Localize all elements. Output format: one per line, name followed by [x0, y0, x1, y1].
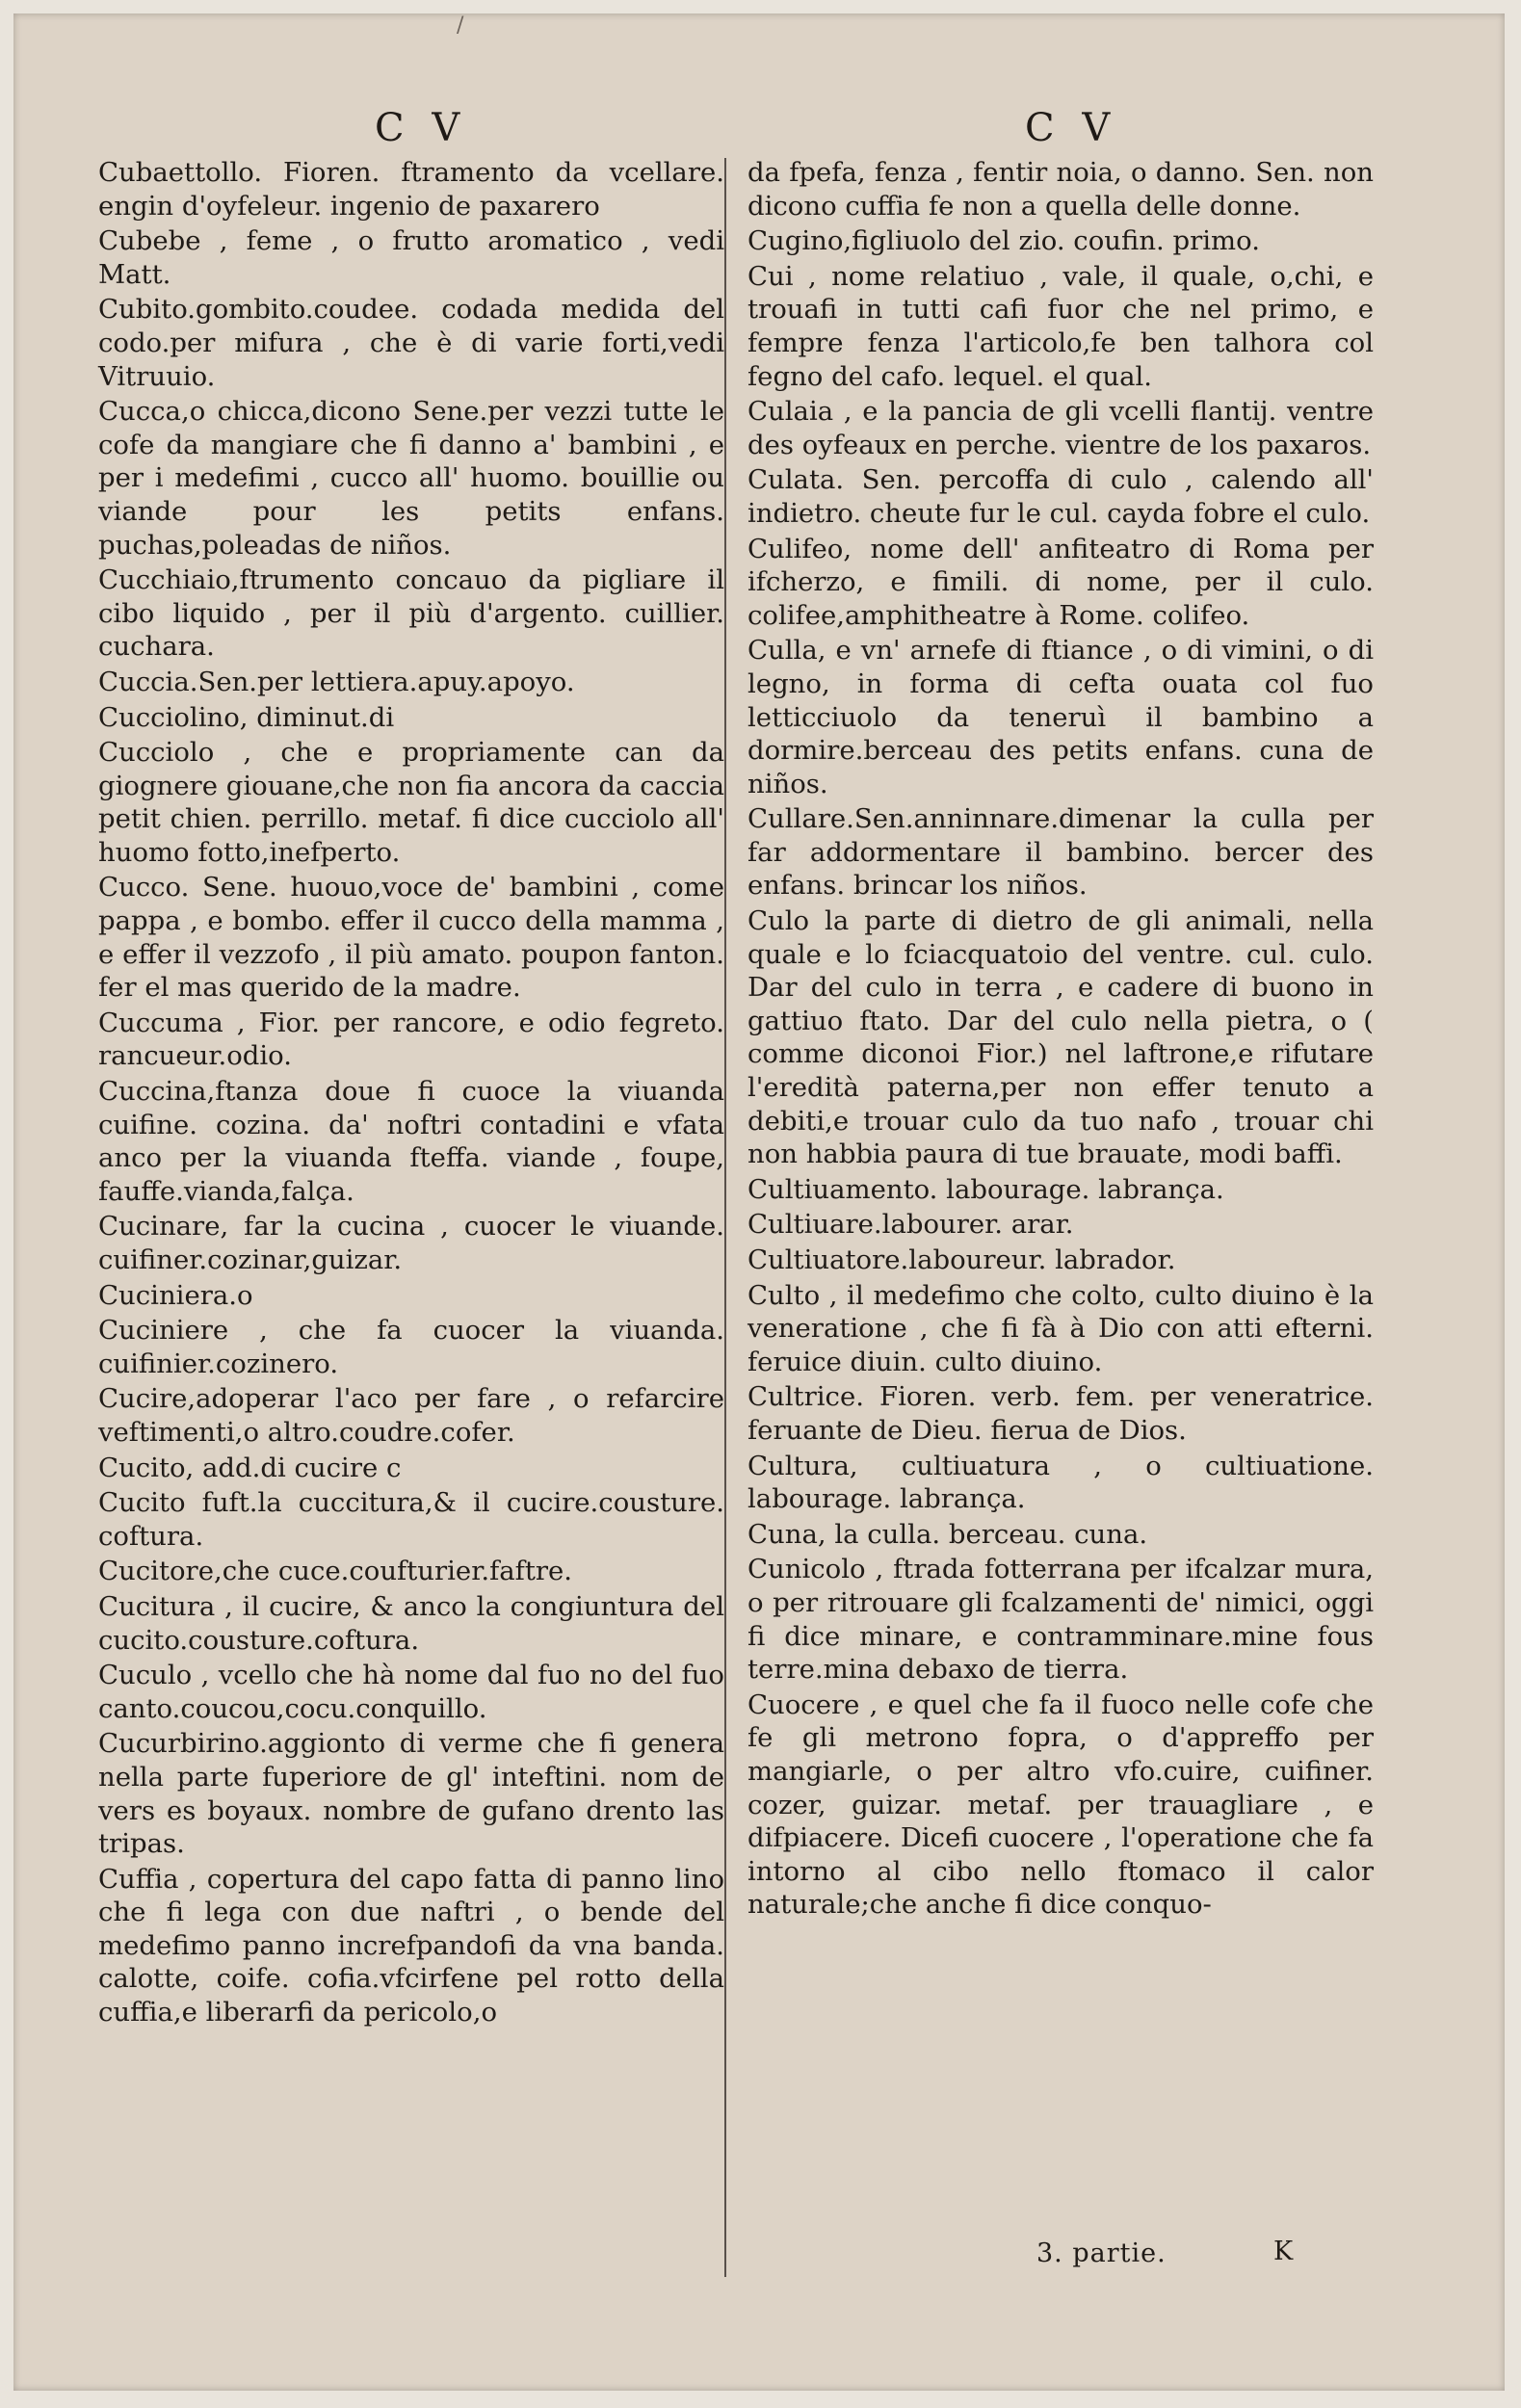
dictionary-entry: Culo la parte di dietro de gli animali, nella quale e lo fciacquatoio del ventre. cul. culo. Dar del culo in terra , e cadere di buono in gattiuo ftato. Dar del culo nella pietra, o ( comme diconoi Fior.) nel laftrone,e rifutare l'eredità paterna,per non effer tenuto a debiti,e trouar culo da tuo nafo , trouar chi non habbia paura di tue brauate, modi baffi.: [747, 905, 1374, 1170]
signature-mark: 3. partie.: [1036, 2238, 1167, 2268]
dictionary-entry: Cucciolino, diminut.di: [98, 701, 395, 733]
dictionary-entry: Cubebe , feme , o frutto aromatico , vedi Matt.: [98, 225, 724, 290]
dictionary-entry: Cuciniera.o: [98, 1279, 253, 1311]
dictionary-entry: da fpefa, fenza , fentir noia, o danno. Sen. non dicono cuffia fe non a quella delle donne.: [747, 157, 1374, 222]
dictionary-entry: Cuna, la culla. berceau. cuna.: [747, 1518, 1148, 1550]
left-running-head: C V: [375, 106, 468, 150]
column-divider: [724, 158, 726, 2277]
dictionary-entry: Cubito.gombito.coudee. codada medida del codo.per mifura , che è di varie forti,vedi Vitruuio.: [98, 294, 724, 392]
dictionary-entry: Cucito, add.di cucire c: [98, 1452, 402, 1483]
dictionary-entry: Culifeo, nome dell' anfiteatro di Roma per ifcherzo, e fimili. di nome, per il culo. colifee,amphitheatre à Rome. colifeo.: [747, 533, 1374, 631]
top-mark: /: [457, 13, 464, 38]
dictionary-entry: Cuccuma , Fior. per rancore, e odio fegreto. rancueur.odio.: [98, 1007, 724, 1072]
dictionary-entry: Culla, e vn' arnefe di ftiance , o di vimini, o di legno, in forma di cefta ouata col fuo letticciuolo da teneruì il bambino a dormire.berceau des petits enfans. cuna de niños.: [747, 635, 1374, 799]
catchword: K: [1273, 2237, 1294, 2266]
dictionary-entry: Cucurbirino.aggionto di verme che fi genera nella parte fuperiore de gl' inteftini. nom de vers es boyaux. nombre de gufano drento las tripas.: [98, 1728, 724, 1860]
dictionary-entry: Cui , nome relatiuo , vale, il quale, o,chi, e trouafi in tutti cafi fuor che nel primo, e fempre fenza l'articolo,fe ben talhora col fegno del cafo. lequel. el qual.: [747, 260, 1374, 392]
dictionary-entry: Cuccia.Sen.per lettiera.apuy.apoyo.: [98, 666, 575, 697]
dictionary-page: [13, 13, 1505, 2391]
dictionary-entry: Cuffia , copertura del capo fatta di panno lino che fi lega con due naftri , o bende del medefimo panno increfpandofi da vna banda. calotte, coife. cofia.vfcirfene pel rotto della cuffia,e liberarfi da pericolo,o: [98, 1863, 724, 2028]
dictionary-entry: Cubaettollo. Fioren. ftramento da vcellare. engin d'oyfeleur. ingenio de paxarero: [98, 157, 724, 222]
dictionary-entry: Cucco. Sene. huouo,voce de' bambini , come pappa , e bombo. effer il cucco della mamma , e effer il vezzofo , il più amato. poupon fanton. fer el mas querido de la madre.: [98, 872, 724, 1004]
dictionary-entry: Cucca,o chicca,dicono Sene.per vezzi tutte le cofe da mangiare che fi danno a' bambini , e per i medefimi , cucco all' huomo. bouillie ou viande pour les petits enfans. puchas,poleadas de niños.: [98, 396, 724, 561]
dictionary-entry: Cuocere , e quel che fa il fuoco nelle cofe che fe gli metrono fopra, o d'appreffo per mangiarle, o per altro vfo.cuire, cuifiner. cozer, guizar. metaf. per trauagliare , e difpiacere. Dicefi cuocere , l'operatione che fa intorno al cibo nello ftomaco il calor naturale;che anche fi dice conquo-: [747, 1688, 1374, 1921]
dictionary-entry: Cullare.Sen.anninnare.dimenar la culla per far addormentare il bambino. bercer des enfans. brincar los niños.: [747, 803, 1374, 902]
dictionary-entry: Cucchiaio,ftrumento concauo da pigliare il cibo liquido , per il più d'argento. cuillier. cuchara.: [98, 564, 724, 663]
dictionary-entry: Cucciolo , che e propriamente can da giognere giouane,che non fia ancora da caccia petit chien. perrillo. metaf. fi dice cucciolo all' huomo fotto,inefperto.: [98, 737, 724, 868]
dictionary-entry: Cuculo , vcello che hà nome dal fuo no del fuo canto.coucou,cocu.conquillo.: [98, 1660, 724, 1724]
dictionary-entry: Cultiuare.labourer. arar.: [747, 1209, 1074, 1241]
dictionary-entry: Cugino,figliuolo del zio. coufin. primo.: [747, 225, 1260, 257]
dictionary-entry: Cucito fuft.la cuccitura,& il cucire.cousture. coftura.: [98, 1487, 724, 1552]
dictionary-entry: Cunicolo , ftrada fotterrana per ifcalzar mura, o per ritrouare gli fcalzamenti de' nimici, oggi fi dice minare, e contramminare.mine fous terre.mina debaxo de tierra.: [747, 1554, 1374, 1686]
dictionary-entry: Cultiuatore.laboureur. labrador.: [747, 1244, 1176, 1275]
dictionary-entry: Cucinare, far la cucina , cuocer le viuande. cuifiner.cozinar,guizar.: [98, 1211, 724, 1275]
dictionary-entry: Cucitore,che cuce.coufturier.faftre.: [98, 1556, 573, 1587]
dictionary-entry: Cultura, cultiuatura , o cultiuatione. labourage. labrança.: [747, 1450, 1374, 1515]
dictionary-entry: Culto , il medefimo che colto, culto diuino è la veneratione , che fi fà à Dio con atti efterni. feruice diuin. culto diuino.: [747, 1279, 1374, 1377]
dictionary-entry: Cultiuamento. labourage. labrança.: [747, 1173, 1224, 1205]
dictionary-entry: Cuciniere , che fa cuocer la viuanda. cuifinier.cozinero.: [98, 1315, 724, 1379]
right-running-head: C V: [1025, 106, 1118, 150]
dictionary-entry: Cultrice. Fioren. verb. fem. per veneratrice. feruante de Dieu. fierua de Dios.: [747, 1381, 1374, 1446]
left-column: [98, 156, 724, 2031]
dictionary-entry: Cucitura , il cucire, & anco la congiuntura del cucito.cousture.coftura.: [98, 1590, 724, 1656]
dictionary-entry: Culata. Sen. percoffa di culo , calendo all' indietro. cheute fur le cul. cayda fobre el culo.: [747, 464, 1374, 529]
right-column: [747, 156, 1374, 1924]
dictionary-entry: Culaia , e la pancia de gli vcelli flantij. ventre des oyfeaux en perche. vientre de los paxaros.: [747, 396, 1374, 460]
dictionary-entry: Cucire,adoperar l'aco per fare , o refarcire veftimenti,o altro.coudre.cofer.: [98, 1383, 724, 1448]
dictionary-entry: Cuccina,ftanza doue fi cuoce la viuanda cuifine. cozina. da' noftri contadini e vfata anco per la viuanda fteffa. viande , foupe, fauffe.vianda,falça.: [98, 1076, 724, 1207]
